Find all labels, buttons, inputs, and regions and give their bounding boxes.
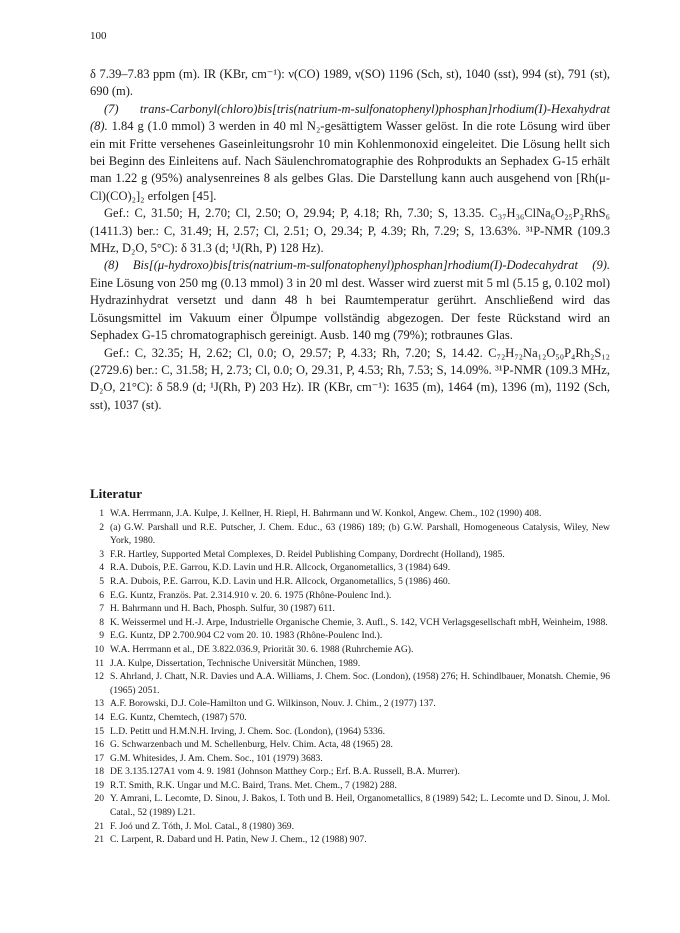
reference-number: 13 (94, 698, 104, 710)
reference-text: E.G. Kuntz, Französ. Pat. 2.314.910 v. 20. 6. 1975 (Rhône-Poulenc Ind.). (110, 589, 392, 601)
reference-item (90, 765, 610, 779)
reference-text: F. Joó und Z. Tóth, J. Mol. Catal., 8 (1980) 369. (110, 820, 294, 832)
paragraph-compound-9 (90, 257, 610, 344)
paragraph-analysis-8: Gef.: C, 31.50; H, 2.70; Cl, 2.50; O, 29.94; P, 4.18; Rh, 7.30; S, 13.35. C₃₇H₃₆ClNa₆O₂₅P₂RhS₆ (1411.3) ber.: C, 31.49; H, 2.57; Cl, 2.51; O, 29.34; P, 4.39; Rh, 7.29; S, 13.63%. ³¹P-NMR (109.3 MHz, D₂O, 5°C): δ 31.3 (d; ¹J(Rh, P) 128 Hz). (90, 206, 610, 256)
reference-number: 2 (99, 521, 104, 533)
reference-number: 15 (94, 725, 104, 737)
references-heading: Literatur (90, 486, 142, 501)
reference-text: R.T. Smith, R.K. Ungar und M.C. Baird, Trans. Met. Chem., 7 (1982) 288. (110, 779, 397, 791)
reference-item (90, 521, 610, 548)
compound-8-title: trans-Carbonyl(chloro)bis[tris(natrium-m-sulfonatophenyl)phosphan]rhodium(I)-Hexahydrat (139, 101, 610, 116)
reference-text: G.M. Whitesides, J. Am. Chem. Soc., 101 (1979) 3683. (110, 752, 323, 764)
reference-text: J.A. Kulpe, Dissertation, Technische Universität München, 1989. (110, 657, 361, 669)
reference-text: R.A. Dubois, P.E. Garrou, K.D. Lavin und H.R. Allcock, Organometallics, 5 (1986) 460. (110, 575, 451, 587)
reference-number: 9 (99, 630, 104, 642)
reference-text: G. Schwarzenbach und M. Schellenburg, Helv. Chim. Acta, 48 (1965) 28. (110, 739, 393, 751)
reference-text: F.R. Hartley, Supported Metal Complexes, D. Reidel Publishing Company, Dordrecht (Holland), 1985. (110, 548, 505, 560)
reference-item (90, 589, 610, 603)
reference-number: 4 (99, 562, 104, 574)
compound-9-title: Bis[(μ-hydroxo)bis[tris(natrium-m-sulfonatophenyl)phosphan]rhodium(I)-Dodecahydrat (132, 258, 578, 273)
compound-9-number: (8) (104, 258, 119, 273)
reference-number: 21 (94, 820, 104, 832)
reference-text: A.F. Borowski, D.J. Cole-Hamilton und G. Wilkinson, Nouv. J. Chim., 2 (1977) 137. (110, 698, 436, 710)
reference-number: 21 (94, 834, 104, 846)
reference-text: K. Weissermel und H.-J. Arpe, Industrielle Organische Chemie, 3. Aufl., S. 142, VCH Verlagsgesellschaft mbH, Weinheim, 1988. (110, 616, 608, 628)
reference-text: C. Larpent, R. Dabard und H. Patin, New J. Chem., 12 (1988) 907. (110, 834, 367, 846)
paragraph-compound-8 (90, 101, 610, 205)
reference-text: S. Ahrland, J. Chatt, N.R. Davies und A.A. Williams, J. Chem. Soc. (London), (1958) 276; H. Schindlbauer, Monatsh. Chemie, 96 (1965) 2051. (110, 671, 610, 696)
reference-item (90, 738, 610, 752)
reference-number: 17 (94, 752, 104, 764)
compound-8-number: (7) (104, 101, 119, 116)
reference-item (90, 602, 610, 616)
reference-item (90, 820, 610, 834)
reference-item (90, 670, 610, 697)
reference-text: E.G. Kuntz, DP 2.700.904 C2 vom 20. 10. 1983 (Rhône-Poulenc Ind.). (110, 630, 383, 642)
reference-item (90, 548, 610, 562)
reference-item (90, 561, 610, 575)
reference-item (90, 833, 610, 847)
reference-number: 11 (94, 657, 104, 669)
reference-item (90, 779, 610, 793)
reference-number: 16 (94, 739, 104, 751)
paragraph-analysis-9: Gef.: C, 32.35; H, 2.62; Cl, 0.0; O, 29.57; P, 4.33; Rh, 7.20; S, 14.42. C₇₂H₇₂Na₁₂O₅₀P₄Rh₂S₁₂ (2729.6) ber.: C, 31.58; H, 2.73; Cl, 0.0; O, 29.31, P, 4.53; Rh, 7.53; S, 14.09%. ³¹P-NMR (109.3 MHz, D₂O, 21°C): δ 58.9 (d; ¹J(Rh, P) 203 Hz). IR (KBr, cm⁻¹): 1635 (m), 1464 (m), 1396 (m), 1192 (Sch, sst), 1037 (st). (90, 345, 610, 412)
reference-item (90, 697, 610, 711)
reference-item (90, 657, 610, 671)
reference-item (90, 575, 610, 589)
reference-item (90, 629, 610, 643)
compound-8-label: (8). (90, 119, 108, 134)
compound-9-procedure: Eine Lösung von 250 mg (0.13 mmol) 3 in 20 ml dest. Wasser wird zuerst mit 5 ml (5.15 g, 0.102 mol) Hydrazinhydrat versetzt und dann 48 h bei Raumtemperatur gerührt. Anschließend wird das Lösungsmittel im Vakuum einer Ölpumpe vollständig abgezogen. Der feste Rückstand wird an Sephadex G-15 chromatographisch gereinigt. Ausb. 140 mg (79%); rotbraunes Glas. (90, 275, 610, 343)
reference-item (90, 792, 610, 819)
reference-text: L.D. Petitt und H.M.N.H. Irving, J. Chem. Soc. (London), (1964) 5336. (110, 725, 386, 737)
reference-text: (a) G.W. Parshall und R.E. Putscher, J. Chem. Educ., 63 (1986) 189; (b) G.W. Parshall, Homogeneous Catalysis, Wiley, New York, 1980. (110, 521, 610, 547)
reference-item (90, 616, 610, 630)
page-number: 100 (90, 30, 107, 42)
reference-number: 1 (99, 508, 104, 519)
reference-text: H. Bahrmann und H. Bach, Phosph. Sulfur, 30 (1987) 611. (110, 603, 335, 615)
reference-number: 5 (99, 575, 104, 587)
reference-text: E.G. Kuntz, Chemtech, (1987) 570. (110, 711, 247, 723)
compound-9-label: (9). (592, 258, 610, 273)
reference-number: 18 (94, 766, 104, 778)
reference-number: 3 (99, 548, 104, 560)
reference-number: 6 (99, 589, 104, 601)
compound-8-procedure: 1.84 g (1.0 mmol) 3 werden in 40 ml N₂-gesättigtem Wasser gelöst. In die rote Lösung wird über ein mit Fritte versehenes Gaseinleitungsrohr 10 min Kohlenmonoxid eingeleitet. Die Lösung hellt sich bei Beginn des Einleitens auf. Nach Säulenchromatographie des Rohprodukts an Sephadex G-15 erhält man 1.22 g (95%) analysenreines 8 als gelbes Glas. Die Darstellung kann auch ausgehend von [Rh(μ-Cl)(CO)₂]₂ erfolgen [45]. (90, 119, 610, 203)
reference-number: 7 (99, 603, 104, 615)
reference-text: DE 3.135.127A1 vom 4. 9. 1981 (Johnson Matthey Corp.; Erf. B.A. Russell, B.A. Murrer). (110, 766, 460, 778)
reference-number: 19 (94, 779, 104, 791)
reference-item (90, 507, 610, 521)
reference-text: W.A. Herrmann et al., DE 3.822.036.9, Priorität 30. 6. 1988 (Ruhrchemie AG). (110, 643, 414, 655)
reference-number: 14 (94, 711, 104, 723)
reference-text: R.A. Dubois, P.E. Garrou, K.D. Lavin und H.R. Allcock, Organometallics, 3 (1984) 649. (110, 562, 451, 574)
reference-number: 10 (94, 643, 104, 655)
reference-item (90, 643, 610, 657)
reference-number: 20 (94, 793, 104, 805)
reference-number: 8 (99, 616, 104, 628)
reference-item (90, 711, 610, 725)
paragraph-ir-data: δ 7.39–7.83 ppm (m). IR (KBr, cm⁻¹): ν(CO) 1989, ν(SO) 1196 (Sch, st), 1040 (sst), 994 (st), 791 (st), 690 (m). (90, 67, 610, 99)
reference-text: Y. Amrani, L. Lecomte, D. Sinou, J. Bakos, I. Toth und B. Heil, Organometallics, 8 (1989) 542; L. Lecomte und D. Sinou, J. Mol. Catal., 52 (1989) L21. (110, 793, 610, 819)
references-list (90, 507, 610, 847)
reference-item (90, 725, 610, 739)
reference-item (90, 752, 610, 766)
reference-text: W.A. Herrmann, J.A. Kulpe, J. Kellner, H. Riepl, H. Bahrmann und W. Konkol, Angew. Chem., 102 (1990) 408. (110, 508, 542, 519)
reference-number: 12 (94, 671, 104, 683)
experimental-section (90, 66, 610, 414)
